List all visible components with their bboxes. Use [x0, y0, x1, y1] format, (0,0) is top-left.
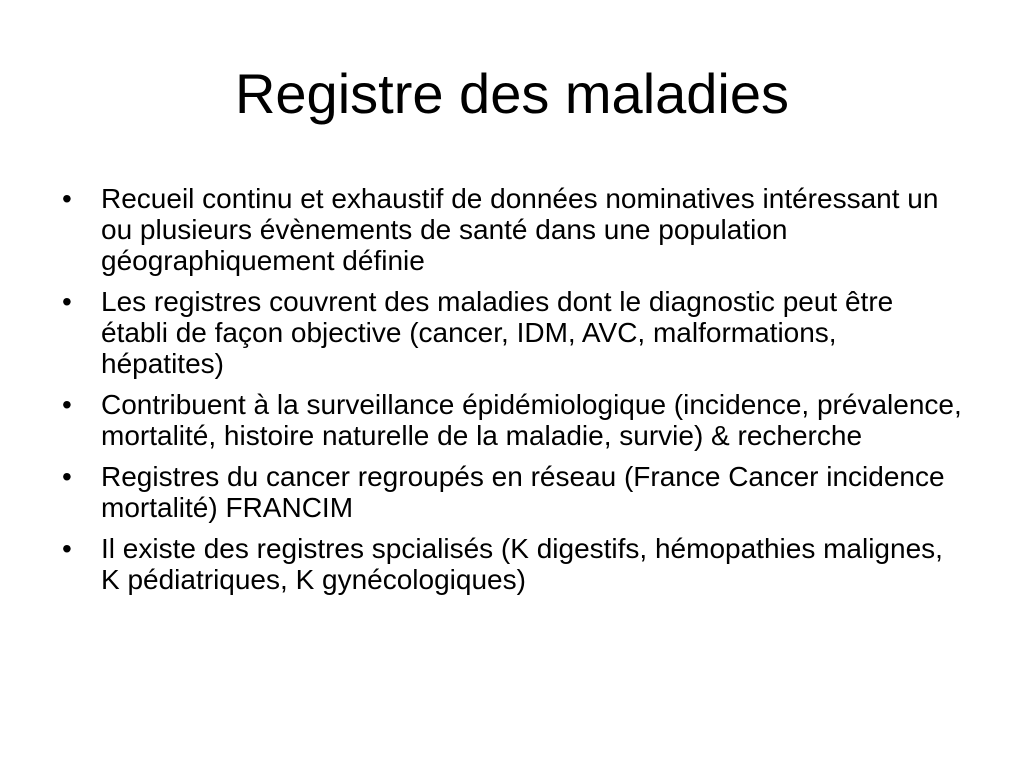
bullet-text: Contribuent à la surveillance épidémiologique (incidence, prévalence, mortalité, histoire naturelle de la maladie, survie) & recherche: [101, 389, 962, 451]
bullet-list: [62, 183, 962, 605]
bullet-item: [62, 389, 962, 451]
bullet-text: Registres du cancer regroupés en réseau (France Cancer incidence mortalité) FRANCIM: [101, 461, 945, 523]
bullet-item: [62, 286, 962, 379]
bullet-symbol: •: [62, 286, 72, 317]
bullet-item: [62, 533, 962, 595]
bullet-symbol: •: [62, 461, 72, 492]
bullet-symbol: •: [62, 183, 72, 214]
bullet-item: [62, 183, 962, 276]
bullet-symbol: •: [62, 533, 72, 564]
bullet-text: Recueil continu et exhaustif de données nominatives intéressant un ou plusieurs évènements de santé dans une population géographiquement définie: [101, 183, 939, 276]
bullet-text: Les registres couvrent des maladies dont le diagnostic peut être établi de façon objective (cancer, IDM, AVC, malformations, hépatites): [101, 286, 894, 379]
slide-title: Registre des maladies: [234, 62, 790, 125]
bullet-text: Il existe des registres spcialisés (K digestifs, hémopathies malignes, K pédiatriques, K gynécologiques): [101, 533, 943, 595]
bullet-item: [62, 461, 962, 523]
bullet-symbol: •: [62, 389, 72, 420]
